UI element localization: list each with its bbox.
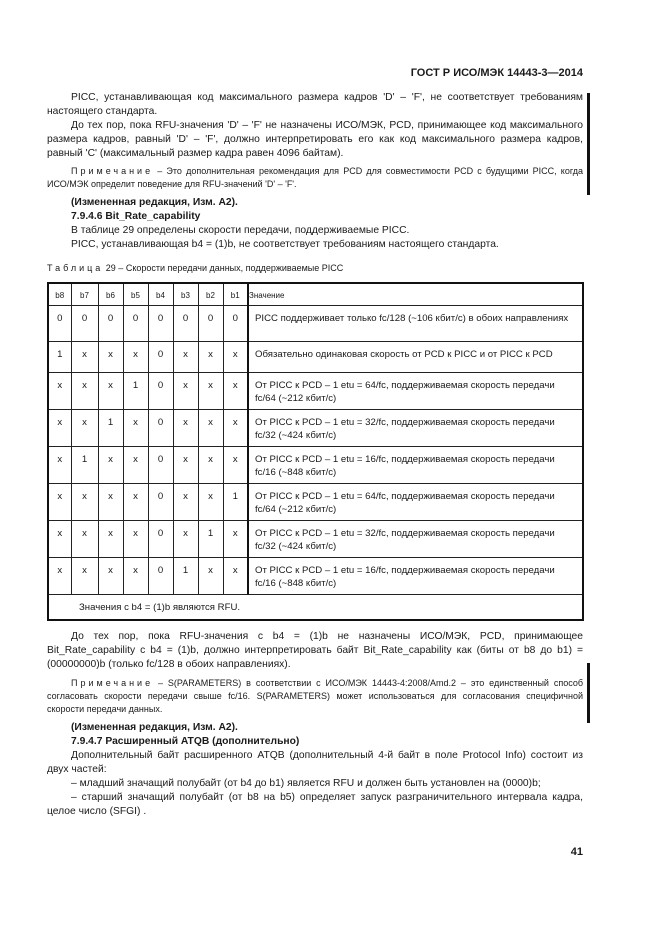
bit-cell: x (98, 521, 123, 558)
paragraph: В таблице 29 определены скорости передачи, поддерживаемые PICC. (71, 225, 410, 236)
paragraph: До тех пор, пока RFU-значения 'D' – 'F' не назначены ИСО/МЭК, PCD, принимающее код максимального размера кадров, равный 'D' – 'F', должно интерпретировать его как код максимального размера кадров, равный 'C' (максимальный размер кадра равен 4096 байтам). (47, 120, 583, 159)
bit-cell: x (71, 410, 98, 447)
bit-cell: x (71, 521, 98, 558)
bit-cell: x (123, 484, 148, 521)
amendment-note: (Измененная редакция, Изм. А2). (71, 197, 238, 208)
bit-cell: x (223, 342, 248, 373)
bit-cell: x (123, 342, 148, 373)
table-header-row: b8 b7 b6 b5 b4 b3 b2 b1 Значение (48, 283, 583, 306)
bit-cell: x (48, 447, 71, 484)
bit-cell: 0 (148, 342, 173, 373)
table-footnote: Значения с b4 = (1)b являются RFU. (48, 595, 583, 621)
table-row (48, 484, 583, 521)
bit-cell: x (123, 410, 148, 447)
list-item: – старший значащий полубайт (от b8 на b5) определяет запуск разграничительного интервала кадра, целое число (SFGI) . (47, 792, 583, 817)
bit-cell: x (223, 447, 248, 484)
list-item: – младший значащий полубайт (от b4 до b1) является RFU и должен быть установлен на (0000)b; (71, 778, 541, 789)
value-cell: От PICC к PCD – 1 etu = 64/fc, поддерживаемая скорость передачи fc/64 (~212 кбит/с) (248, 373, 583, 410)
amendment-note: (Измененная редакция, Изм. А2). (71, 722, 238, 733)
page-number: 41 (570, 846, 583, 858)
bit-cell: x (48, 521, 71, 558)
value-cell: От PICC к PCD – 1 etu = 64/fc, поддерживаемая скорость передачи fc/64 (~212 кбит/с) (248, 484, 583, 521)
bit-cell: 1 (198, 521, 223, 558)
bit-cell: x (98, 447, 123, 484)
bit-cell: 1 (71, 447, 98, 484)
value-cell: От PICC к PCD – 1 etu = 16/fc, поддерживаемая скорость передачи fc/16 (~848 кбит/с) (248, 558, 583, 595)
bit-cell: x (123, 558, 148, 595)
value-cell: От PICC к PCD – 1 etu = 32/fc, поддерживаемая скорость передачи fc/32 (~424 кбит/с) (248, 521, 583, 558)
table-row (48, 521, 583, 558)
bit-cell: x (173, 521, 198, 558)
bit-cell: 0 (98, 306, 123, 342)
bit-cell: x (173, 410, 198, 447)
bit-cell: 0 (223, 306, 248, 342)
change-bar (587, 663, 590, 723)
bit-cell: 0 (148, 410, 173, 447)
bit-cell: x (98, 558, 123, 595)
paragraph: PICC, устанавливающая b4 = (1)b, не соответствует требованиям настоящего стандарта. (71, 239, 499, 250)
bit-cell: 0 (48, 306, 71, 342)
note: Примечание – S(PARAMETERS) в соответствии с ИСО/МЭК 14443-4:2008/Amd.2 – это единственный способ согласовать скорости передачи свыше fc/16. S(PARAMETERS) может использоваться для согласования специфичной скорости передачи данных. (47, 678, 583, 714)
bit-cell: x (123, 447, 148, 484)
bit-cell: 0 (173, 306, 198, 342)
note-label: Примечание (71, 166, 154, 176)
table-row (48, 342, 583, 373)
value-cell: От PICC к PCD – 1 etu = 32/fc, поддерживаемая скорость передачи fc/32 (~424 кбит/с) (248, 410, 583, 447)
bit-cell: x (48, 410, 71, 447)
table-row (48, 447, 583, 484)
section-heading: 7.9.4.6 Bit_Rate_capability (71, 211, 201, 222)
bit-cell: x (173, 484, 198, 521)
bit-cell: x (48, 558, 71, 595)
bit-cell: 0 (71, 306, 98, 342)
bit-cell: x (98, 484, 123, 521)
value-cell: От PICC к PCD – 1 etu = 16/fc, поддерживаемая скорость передачи fc/16 (~848 кбит/с) (248, 447, 583, 484)
bit-cell: x (98, 373, 123, 410)
bit-cell: x (71, 342, 98, 373)
bit-cell: x (198, 373, 223, 410)
bit-cell: x (223, 410, 248, 447)
bit-cell: 0 (198, 306, 223, 342)
bit-cell: x (198, 447, 223, 484)
bit-cell: 0 (148, 558, 173, 595)
bit-cell: 1 (223, 484, 248, 521)
paragraph: PICC, устанавливающая код максимального размера кадров 'D' – 'F', не соответствует требованиям настоящего стандарта. (47, 92, 583, 117)
bit-cell: x (198, 558, 223, 595)
change-bar (587, 93, 590, 195)
table-footer-row (48, 595, 583, 621)
bit-cell: 1 (173, 558, 198, 595)
bit-cell: x (71, 484, 98, 521)
bit-cell: 0 (148, 447, 173, 484)
bit-cell: x (198, 410, 223, 447)
bit-cell: 0 (123, 306, 148, 342)
paragraph: Дополнительный байт расширенного ATQB (дополнительный 4-й байт в поле Protocol Info) состоит из двух частей: (47, 750, 583, 775)
bit-cell: x (98, 342, 123, 373)
bit-cell: x (173, 342, 198, 373)
bit-cell: x (173, 373, 198, 410)
bit-cell: 0 (148, 521, 173, 558)
bit-cell: x (71, 558, 98, 595)
bit-cell: x (198, 342, 223, 373)
note: Примечание – Это дополнительная рекомендация для PCD для совместимости PCD с будущими PICC, когда ИСО/МЭК определит поведение для RFU-значений 'D' – 'F'. (47, 166, 583, 189)
bit-cell: 1 (48, 342, 71, 373)
bit-cell: x (123, 521, 148, 558)
bit-cell: 1 (123, 373, 148, 410)
table-row (48, 558, 583, 595)
bit-cell: 0 (148, 484, 173, 521)
bit-cell: 0 (148, 373, 173, 410)
table-row (48, 373, 583, 410)
paragraph: До тех пор, пока RFU-значения с b4 = (1)b не назначены ИСО/МЭК, PCD, принимающее Bit_Rate_capability с b4 = (1)b, должно интерпретировать байт Bit_Rate_capability как (биты от b8 до b1) = (00000000)b (только fc/128 в обоих направлениях). (47, 631, 583, 670)
bit-cell: x (198, 484, 223, 521)
table-row (48, 410, 583, 447)
bit-cell: x (48, 484, 71, 521)
bit-cell: x (173, 447, 198, 484)
document-header: ГОСТ Р ИСО/МЭК 14443-3—2014 (410, 67, 583, 79)
value-cell: PICC поддерживает только fc/128 (~106 кбит/с) в обоих направлениях (248, 306, 583, 342)
bit-cell: x (48, 373, 71, 410)
bit-rate-table (47, 282, 584, 621)
value-cell: Обязательно одинаковая скорость от PCD к PICC и от PICC к PCD (248, 342, 583, 373)
bit-cell: x (223, 558, 248, 595)
bit-cell: 0 (148, 306, 173, 342)
bit-cell: x (223, 521, 248, 558)
bit-cell: x (223, 373, 248, 410)
section-heading: 7.9.4.7 Расширенный ATQB (дополнительно) (71, 736, 300, 747)
table-caption: Таблица 29 – Скорости передачи данных, поддерживаемые PICC (47, 263, 344, 273)
table-row (48, 306, 583, 342)
bit-cell: 1 (98, 410, 123, 447)
bit-cell: x (71, 373, 98, 410)
